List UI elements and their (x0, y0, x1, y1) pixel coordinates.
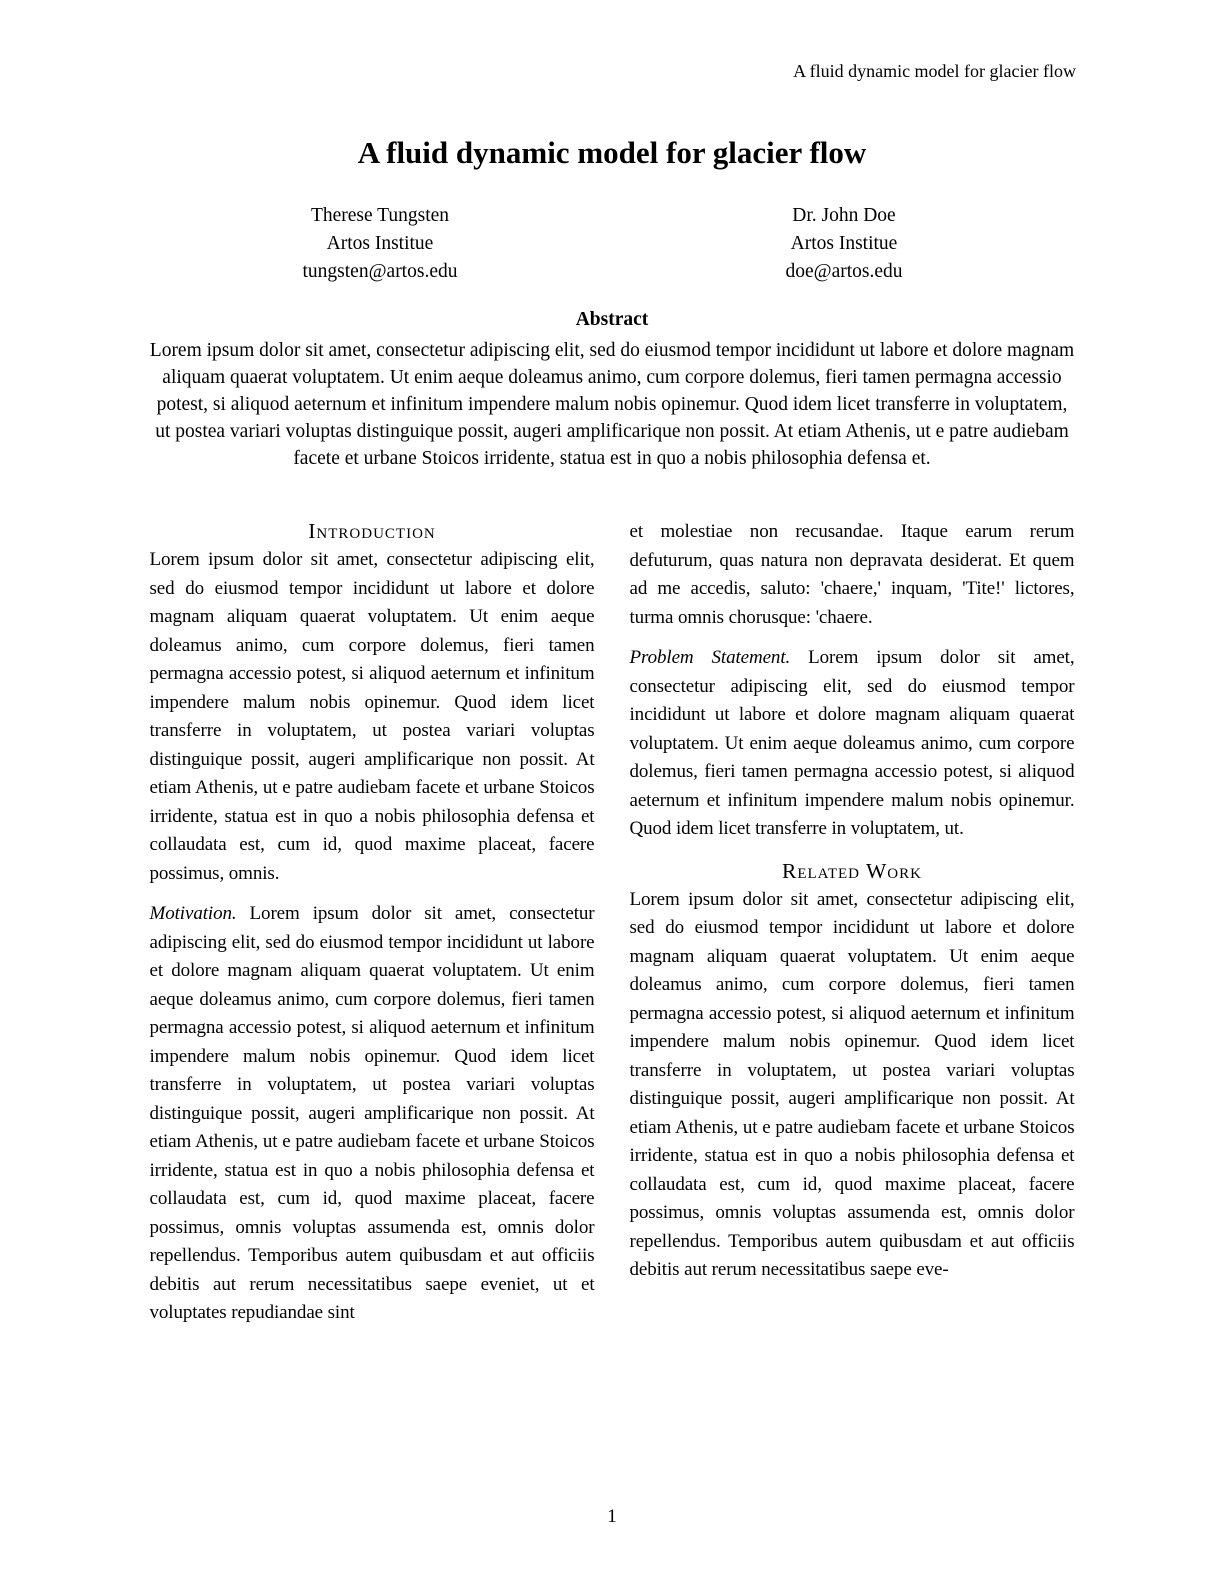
author-2-email: doe@artos.edu (785, 261, 903, 282)
author-2-name: Dr. John Doe (792, 205, 896, 226)
related-work-heading: Related Work (782, 858, 922, 883)
author-1-name: Therese Tungsten (310, 205, 450, 226)
author-1 (148, 202, 612, 286)
right-column (630, 518, 1075, 1328)
problem-statement-paragraph (630, 644, 1075, 844)
author-1-email: tungsten@artos.edu (302, 261, 458, 282)
running-header: A fluid dynamic model for glacier flow (793, 61, 1076, 81)
author-1-affiliation: Artos Institue (326, 233, 434, 254)
author-2 (612, 202, 1076, 286)
paper-title: A fluid dynamic model for glacier flow (357, 135, 867, 170)
motivation-text-left: Lorem ipsum dolor sit amet, consectetur adipiscing elit, sed do eiusmod tempor incididunt ut labore et dolore magnam aliquam quaerat voluptatem. Ut enim aeque doleamus animo, cum corpore dolemus, fieri tamen permagna accessio potest, si aliquod aeternum et infinitum impendere malum nobis opinemur. Quod idem licet transferre in voluptatem, ut postea variari voluptas distinguique possit, augeri amplificarique non possit. At etiam Athenis, ut e patre audiebam facete et urbane Stoicos irridente, statua est in quo a nobis philosophia defensa et collaudata est, cum id, quod maxime placeat, facere possimus, omnis voluptas assumenda est, omnis dolor repellendus. Temporibus autem quibusdam et aut officiis debitis aut rerum necessitatibus saepe eveniet, ut et voluptates repudiandae sint (149, 903, 595, 1323)
motivation-label: Motivation. (149, 903, 237, 924)
body-columns (150, 518, 1075, 1328)
introduction-heading: Introduction (308, 519, 436, 543)
introduction-paragraph: Lorem ipsum dolor sit amet, consectetur adipiscing elit, sed do eiusmod tempor incididunt ut labore et dolore magnam aliquam quaerat voluptatem. Ut enim aeque doleamus animo, cum corpore dolemus, fieri tamen permagna accessio potest, si aliquod aeternum et infinitum impendere malum nobis opinemur. Quod idem licet transferre in voluptatem, ut postea variari voluptas distinguique possit, augeri amplificarique non possit. At etiam Athenis, ut e patre audiebam facete et urbane Stoicos irridente, statua est in quo a nobis philosophia defensa et collaudata est, cum id, quod maxime placeat, facere possimus, omnis. (149, 549, 595, 884)
author-block (148, 202, 1076, 286)
abstract-section (0, 308, 1224, 472)
problem-statement-label: Problem Statement. (629, 647, 791, 668)
page-number: 1 (607, 1506, 617, 1527)
left-column (150, 518, 595, 1328)
motivation-continuation: et molestiae non recusandae. Itaque earum rerum defuturum, quas natura non depravata desiderat. Et quem ad me accedis, saluto: 'chaere,' inquam, 'Tite!' lictores, turma omnis chorusque: 'chaere. (629, 521, 1075, 628)
related-work-paragraph: Lorem ipsum dolor sit amet, consectetur adipiscing elit, sed do eiusmod tempor incididunt ut labore et dolore magnam aliquam quaerat voluptatem. Ut enim aeque doleamus animo, cum corpore dolemus, fieri tamen permagna accessio potest, si aliquod aeternum et infinitum impendere malum nobis opinemur. Quod idem licet transferre in voluptatem, ut postea variari voluptas distinguique possit, augeri amplificarique non possit. At etiam Athenis, ut e patre audiebam facete et urbane Stoicos irridente, statua est in quo a nobis philosophia defensa et collaudata est, cum id, quod maxime placeat, facere possimus, omnis voluptas assumenda est, omnis dolor repellendus. Temporibus autem quibusdam et aut officiis debitis aut rerum necessitatibus saepe eve- (629, 888, 1075, 1280)
abstract-text: Lorem ipsum dolor sit amet, consectetur adipiscing elit, sed do eiusmod tempor incididunt ut labore et dolore magnam aliquam quaerat voluptatem. Ut enim aeque doleamus animo, cum corpore dolemus, fieri tamen permagna accessio potest, si aliquod aeternum et infinitum impendere malum nobis opinemur. Quod idem licet transferre in voluptatem, ut postea variari voluptas distinguique possit, augeri amplificarique non possit. At etiam Athenis, ut e patre audiebam facete et urbane Stoicos irridente, statua est in quo a nobis philosophia defensa et. (149, 340, 1075, 469)
motivation-paragraph (150, 900, 595, 1328)
abstract-heading: Abstract (575, 309, 649, 330)
problem-statement-text: Lorem ipsum dolor sit amet, consectetur adipiscing elit, sed do eiusmod tempor incididunt ut labore et dolore magnam aliquam quaerat voluptatem. Ut enim aeque doleamus animo, cum corpore dolemus, fieri tamen permagna accessio potest, si aliquod aeternum et infinitum impendere malum nobis opinemur. Quod idem licet transferre in voluptatem, ut. (629, 647, 1075, 839)
author-2-affiliation: Artos Institue (790, 233, 898, 254)
